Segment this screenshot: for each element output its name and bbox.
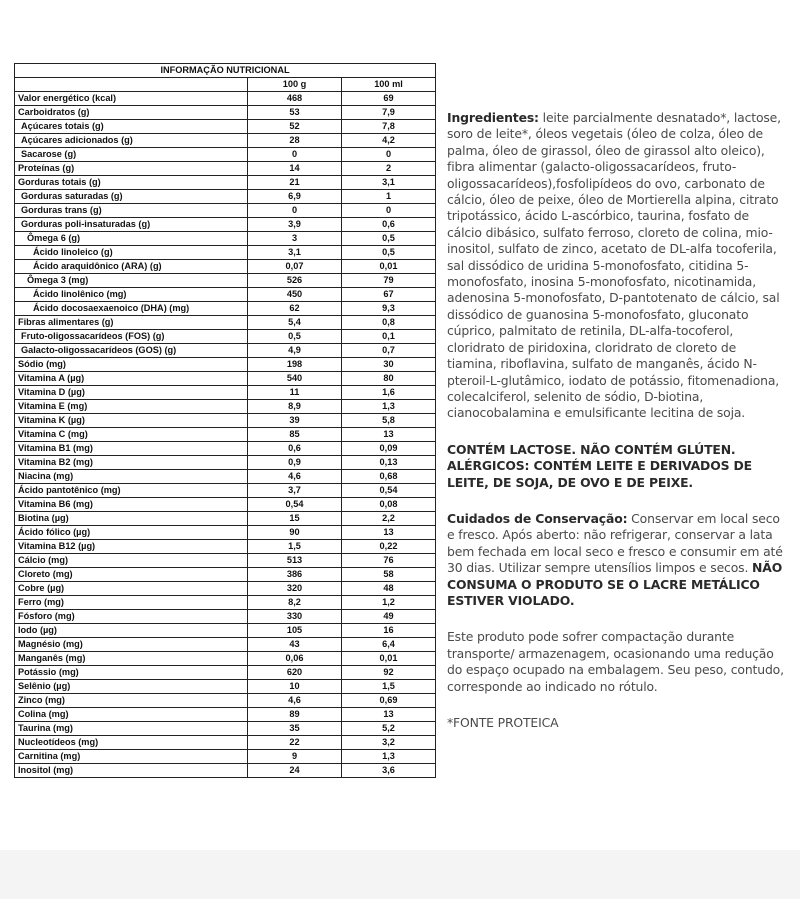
value-per-100g: 0,07 <box>248 260 342 274</box>
text-column <box>447 110 787 731</box>
nutrient-name: Nucleotídeos (mg) <box>15 736 248 750</box>
value-per-100ml: 0,01 <box>342 652 436 666</box>
nutrient-name: Ácido pantotênico (mg) <box>15 484 248 498</box>
value-per-100g: 5,4 <box>248 316 342 330</box>
nutrient-name: Sódio (mg) <box>15 358 248 372</box>
value-per-100ml: 0,8 <box>342 316 436 330</box>
table-row <box>15 708 436 722</box>
value-per-100g: 89 <box>248 708 342 722</box>
value-per-100ml: 6,4 <box>342 638 436 652</box>
value-per-100ml: 0 <box>342 148 436 162</box>
value-per-100ml: 30 <box>342 358 436 372</box>
nutrient-name: Sacarose (g) <box>15 148 248 162</box>
table-row <box>15 176 436 190</box>
nutrient-name: Iodo (µg) <box>15 624 248 638</box>
table-row <box>15 568 436 582</box>
nutrient-name: Cálcio (mg) <box>15 554 248 568</box>
table-row <box>15 204 436 218</box>
table-row <box>15 624 436 638</box>
value-per-100ml: 9,3 <box>342 302 436 316</box>
value-per-100ml: 0,09 <box>342 442 436 456</box>
value-per-100ml: 58 <box>342 568 436 582</box>
nutrient-name: Ômega 6 (g) <box>15 232 248 246</box>
table-row <box>15 288 436 302</box>
nutrient-name: Gorduras saturadas (g) <box>15 190 248 204</box>
nutrient-name: Vitamina B6 (mg) <box>15 498 248 512</box>
value-per-100ml: 5,2 <box>342 722 436 736</box>
value-per-100ml: 0 <box>342 204 436 218</box>
value-per-100g: 386 <box>248 568 342 582</box>
table-row <box>15 554 436 568</box>
value-per-100g: 0 <box>248 204 342 218</box>
value-per-100ml: 1,6 <box>342 386 436 400</box>
table-row <box>15 92 436 106</box>
value-per-100ml: 0,6 <box>342 218 436 232</box>
value-per-100ml: 13 <box>342 708 436 722</box>
value-per-100ml: 69 <box>342 92 436 106</box>
nutrient-name: Selênio (µg) <box>15 680 248 694</box>
value-per-100g: 450 <box>248 288 342 302</box>
table-row <box>15 582 436 596</box>
table-row <box>15 302 436 316</box>
table-row <box>15 442 436 456</box>
nutrient-name: Açúcares totais (g) <box>15 120 248 134</box>
table-row <box>15 232 436 246</box>
nutrient-name: Açúcares adicionados (g) <box>15 134 248 148</box>
table-row <box>15 484 436 498</box>
table-row <box>15 330 436 344</box>
table-row <box>15 316 436 330</box>
nutrient-name: Fibras alimentares (g) <box>15 316 248 330</box>
nutrient-name: Vitamina E (mg) <box>15 400 248 414</box>
nutrient-name: Ácido docosaexaenoico (DHA) (mg) <box>15 302 248 316</box>
column-header-100g: 100 g <box>248 78 342 92</box>
nutrient-name: Potássio (mg) <box>15 666 248 680</box>
storage-text: Conservar em local seco e fresco. Após aberto: não refrigerar, conservar a lata bem fechada em local seco e fresco e consumir em até 30 dias. Utilizar sempre utensílios limpos e secos. <box>447 510 783 576</box>
nutrient-name: Carboidratos (g) <box>15 106 248 120</box>
value-per-100g: 43 <box>248 638 342 652</box>
value-per-100ml: 1 <box>342 190 436 204</box>
table-row <box>15 134 436 148</box>
value-per-100ml: 0,5 <box>342 246 436 260</box>
value-per-100g: 28 <box>248 134 342 148</box>
value-per-100g: 8,9 <box>248 400 342 414</box>
nutrient-name: Vitamina A (µg) <box>15 372 248 386</box>
value-per-100g: 22 <box>248 736 342 750</box>
value-per-100ml: 1,2 <box>342 596 436 610</box>
protein-source-footnote: *FONTE PROTEICA <box>447 715 559 730</box>
value-per-100g: 0 <box>248 148 342 162</box>
value-per-100ml: 0,69 <box>342 694 436 708</box>
value-per-100ml: 0,68 <box>342 470 436 484</box>
value-per-100g: 62 <box>248 302 342 316</box>
nutrient-name: Inositol (mg) <box>15 764 248 778</box>
table-row <box>15 470 436 484</box>
storage-paragraph <box>447 511 787 609</box>
value-per-100g: 3,9 <box>248 218 342 232</box>
table-row <box>15 666 436 680</box>
nutrient-name: Ácido araquidônico (ARA) (g) <box>15 260 248 274</box>
value-per-100ml: 13 <box>342 526 436 540</box>
value-per-100g: 0,6 <box>248 442 342 456</box>
value-per-100ml: 79 <box>342 274 436 288</box>
header-empty-cell <box>15 78 248 92</box>
nutrient-name: Manganês (mg) <box>15 652 248 666</box>
value-per-100ml: 0,22 <box>342 540 436 554</box>
value-per-100g: 8,2 <box>248 596 342 610</box>
table-row <box>15 246 436 260</box>
value-per-100g: 15 <box>248 512 342 526</box>
table-row <box>15 694 436 708</box>
nutrient-name: Carnitina (mg) <box>15 750 248 764</box>
table-row <box>15 498 436 512</box>
nutrient-name: Valor energético (kcal) <box>15 92 248 106</box>
value-per-100ml: 0,08 <box>342 498 436 512</box>
value-per-100g: 11 <box>248 386 342 400</box>
table-row <box>15 596 436 610</box>
bottom-band <box>0 850 800 899</box>
column-header-100ml: 100 ml <box>342 78 436 92</box>
nutrient-name: Vitamina D (µg) <box>15 386 248 400</box>
value-per-100ml: 0,01 <box>342 260 436 274</box>
nutrient-name: Ômega 3 (mg) <box>15 274 248 288</box>
value-per-100ml: 0,54 <box>342 484 436 498</box>
value-per-100g: 0,54 <box>248 498 342 512</box>
storage-label: Cuidados de Conservação: <box>447 510 628 526</box>
ingredients-text: leite parcialmente desnatado*, lactose, soro de leite*, óleos vegetais (óleo de colza, óleo de palma, óleo de girassol, óleo de girassol alto oleico), fibra alimentar (galacto-oligossacarídeos, fruto-oligossacarídeos),fosfolipídeos do ovo, carbonato de cálcio, óleo de peixe, óleo de Mortierella alpina, citrato tripotássico, ácido L-ascórbico, taurina, fosfato de cálcio dibásico, sulfato ferroso, cloreto de colina, mio-inositol, sulfato de zinco, acetato de DL-alfa tocoferila, sal dissódico de uridina 5-monofosfato, citidina 5-monofosfato, inosina 5-monofosfato, nicotinamida, adenosina 5-monofosfato, D-pantotenato de cálcio, sal dissódico de guanosina 5-monofosfato, gluconato cúprico, palmitato de retinila, DL-alfa-tocoferol, cloridrato de piridoxina, cloridrato de cloreto de tiamina, riboflavina, sulfato de manganês, ácido N-pteroil-L-glutâmico, iodato de potássio, fitomenadiona, colecalciferol, selenito de sódio, D-biotina, cianocobalamina e emulsificante lecitina de soja. <box>447 110 781 421</box>
value-per-100ml: 3,1 <box>342 176 436 190</box>
value-per-100ml: 3,2 <box>342 736 436 750</box>
nutrient-name: Vitamina B2 (mg) <box>15 456 248 470</box>
table-row <box>15 540 436 554</box>
nutrition-table <box>14 63 436 778</box>
table-row <box>15 456 436 470</box>
value-per-100ml: 92 <box>342 666 436 680</box>
value-per-100g: 1,5 <box>248 540 342 554</box>
nutrient-name: Cobre (µg) <box>15 582 248 596</box>
nutrient-name: Niacina (mg) <box>15 470 248 484</box>
nutrition-table-title: INFORMAÇÃO NUTRICIONAL <box>15 64 436 78</box>
value-per-100ml: 0,7 <box>342 344 436 358</box>
ingredients-paragraph <box>447 110 787 422</box>
table-row <box>15 120 436 134</box>
storage-warning: NÃO CONSUMA O PRODUTO SE O LACRE METÁLICO ESTIVER VIOLADO. <box>447 560 783 608</box>
table-row <box>15 400 436 414</box>
table-row <box>15 750 436 764</box>
nutrient-name: Ácido linoleico (g) <box>15 246 248 260</box>
value-per-100ml: 7,8 <box>342 120 436 134</box>
nutrient-name: Ácido fólico (µg) <box>15 526 248 540</box>
table-row <box>15 162 436 176</box>
value-per-100ml: 16 <box>342 624 436 638</box>
value-per-100g: 53 <box>248 106 342 120</box>
value-per-100g: 540 <box>248 372 342 386</box>
nutrient-name: Fósforo (mg) <box>15 610 248 624</box>
nutrient-name: Taurina (mg) <box>15 722 248 736</box>
value-per-100g: 4,9 <box>248 344 342 358</box>
nutrient-name: Gorduras trans (g) <box>15 204 248 218</box>
table-row <box>15 386 436 400</box>
table-row <box>15 358 436 372</box>
table-row <box>15 610 436 624</box>
value-per-100g: 105 <box>248 624 342 638</box>
value-per-100ml: 76 <box>342 554 436 568</box>
nutrient-name: Vitamina K (µg) <box>15 414 248 428</box>
value-per-100g: 90 <box>248 526 342 540</box>
value-per-100g: 3,7 <box>248 484 342 498</box>
value-per-100g: 0,06 <box>248 652 342 666</box>
value-per-100g: 35 <box>248 722 342 736</box>
allergy-warning: CONTÉM LACTOSE. NÃO CONTÉM GLÚTEN. ALÉRGICOS: CONTÉM LEITE E DERIVADOS DE LEITE, DE SOJA, DE OVO E DE PEIXE. <box>447 441 752 490</box>
nutrient-name: Fruto-oligossacarídeos (FOS) (g) <box>15 330 248 344</box>
value-per-100ml: 0,1 <box>342 330 436 344</box>
value-per-100g: 513 <box>248 554 342 568</box>
value-per-100g: 330 <box>248 610 342 624</box>
value-per-100ml: 2,2 <box>342 512 436 526</box>
value-per-100g: 39 <box>248 414 342 428</box>
value-per-100g: 3 <box>248 232 342 246</box>
nutrition-table-body <box>15 92 436 778</box>
value-per-100ml: 1,5 <box>342 680 436 694</box>
value-per-100g: 620 <box>248 666 342 680</box>
nutrient-name: Gorduras totais (g) <box>15 176 248 190</box>
value-per-100g: 198 <box>248 358 342 372</box>
table-row <box>15 512 436 526</box>
table-row <box>15 190 436 204</box>
value-per-100ml: 4,2 <box>342 134 436 148</box>
value-per-100g: 468 <box>248 92 342 106</box>
nutrient-name: Vitamina B12 (µg) <box>15 540 248 554</box>
table-row <box>15 218 436 232</box>
table-row <box>15 526 436 540</box>
value-per-100ml: 0,5 <box>342 232 436 246</box>
value-per-100g: 0,5 <box>248 330 342 344</box>
value-per-100g: 10 <box>248 680 342 694</box>
value-per-100g: 6,9 <box>248 190 342 204</box>
value-per-100ml: 67 <box>342 288 436 302</box>
value-per-100ml: 7,9 <box>342 106 436 120</box>
nutrient-name: Magnésio (mg) <box>15 638 248 652</box>
table-row <box>15 344 436 358</box>
value-per-100g: 4,6 <box>248 694 342 708</box>
table-row <box>15 638 436 652</box>
nutrient-name: Proteínas (g) <box>15 162 248 176</box>
value-per-100ml: 1,3 <box>342 400 436 414</box>
value-per-100g: 4,6 <box>248 470 342 484</box>
nutrient-name: Vitamina C (mg) <box>15 428 248 442</box>
value-per-100ml: 49 <box>342 610 436 624</box>
value-per-100g: 85 <box>248 428 342 442</box>
table-row <box>15 106 436 120</box>
value-per-100g: 24 <box>248 764 342 778</box>
compaction-notice: Este produto pode sofrer compactação durante transporte/ armazenagem, ocasionando uma redução do espaço ocupado na embalagem. Seu peso, contudo, corresponde ao indicado no rótulo. <box>447 629 784 694</box>
table-row <box>15 736 436 750</box>
value-per-100ml: 0,13 <box>342 456 436 470</box>
table-row <box>15 652 436 666</box>
table-row <box>15 428 436 442</box>
table-row <box>15 372 436 386</box>
value-per-100g: 21 <box>248 176 342 190</box>
value-per-100ml: 13 <box>342 428 436 442</box>
value-per-100g: 52 <box>248 120 342 134</box>
value-per-100ml: 3,6 <box>342 764 436 778</box>
nutrient-name: Cloreto (mg) <box>15 568 248 582</box>
nutrient-name: Biotina (µg) <box>15 512 248 526</box>
nutrient-name: Galacto-oligossacarídeos (GOS) (g) <box>15 344 248 358</box>
value-per-100g: 320 <box>248 582 342 596</box>
value-per-100ml: 80 <box>342 372 436 386</box>
value-per-100g: 526 <box>248 274 342 288</box>
value-per-100ml: 2 <box>342 162 436 176</box>
value-per-100g: 3,1 <box>248 246 342 260</box>
nutrient-name: Zinco (mg) <box>15 694 248 708</box>
value-per-100g: 0,9 <box>248 456 342 470</box>
ingredients-label: Ingredientes: <box>447 110 539 125</box>
nutrient-name: Gorduras poli-insaturadas (g) <box>15 218 248 232</box>
nutrient-name: Ferro (mg) <box>15 596 248 610</box>
value-per-100g: 14 <box>248 162 342 176</box>
nutrient-name: Colina (mg) <box>15 708 248 722</box>
nutrient-name: Vitamina B1 (mg) <box>15 442 248 456</box>
table-row <box>15 414 436 428</box>
table-row <box>15 764 436 778</box>
value-per-100g: 9 <box>248 750 342 764</box>
value-per-100ml: 5,8 <box>342 414 436 428</box>
table-row <box>15 722 436 736</box>
table-row <box>15 148 436 162</box>
value-per-100ml: 1,3 <box>342 750 436 764</box>
table-row <box>15 274 436 288</box>
table-row <box>15 680 436 694</box>
nutrient-name: Ácido linolênico (mg) <box>15 288 248 302</box>
table-row <box>15 260 436 274</box>
value-per-100ml: 48 <box>342 582 436 596</box>
